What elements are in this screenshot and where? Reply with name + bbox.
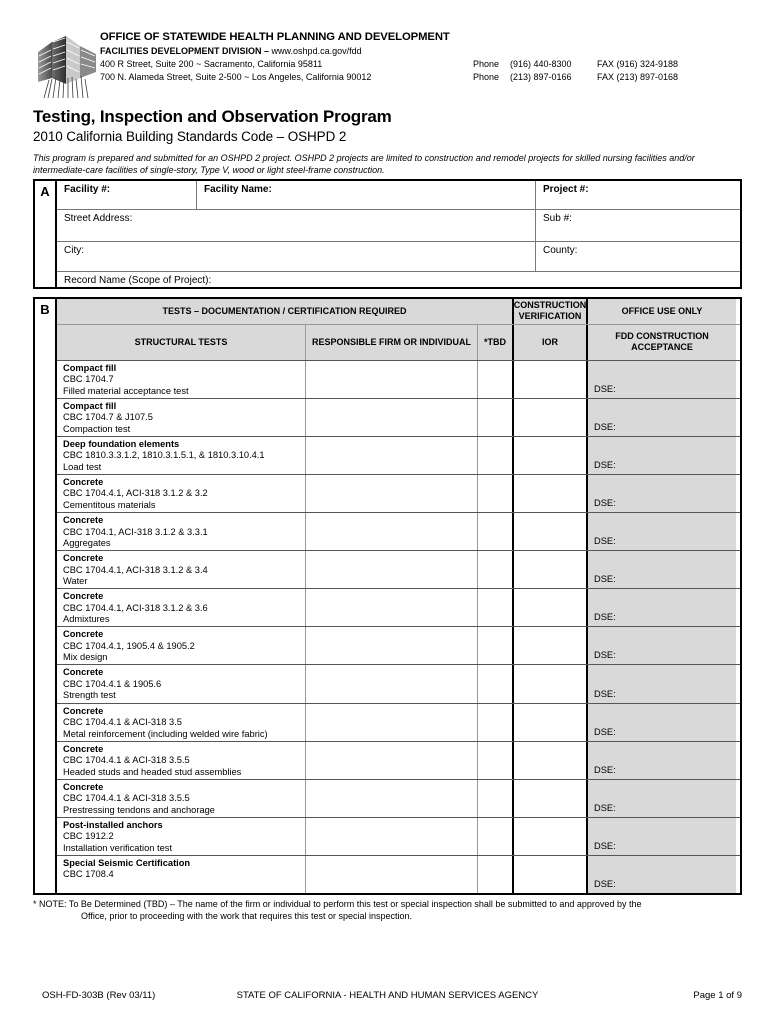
facility-name-field[interactable]: Facility Name: xyxy=(197,181,536,209)
test-description: Mix design xyxy=(63,652,108,663)
cell-responsible-firm-input[interactable] xyxy=(306,627,478,664)
test-name: Special Seismic Certification xyxy=(63,857,191,868)
address-sacramento: 400 R Street, Suite 200 ~ Sacramento, California 95811 xyxy=(100,59,323,69)
test-name: Concrete xyxy=(63,629,104,640)
cell-tbd-checkbox[interactable] xyxy=(478,475,514,512)
cell-responsible-firm-input[interactable] xyxy=(306,399,478,436)
phone-label-sacramento: Phone xyxy=(473,59,500,69)
cell-fdd-construction-acceptance[interactable] xyxy=(588,742,736,779)
section-a-letter: A xyxy=(35,181,57,287)
cell-structural-test xyxy=(57,437,306,474)
cell-ior-input[interactable] xyxy=(514,551,588,588)
cell-fdd-construction-acceptance[interactable] xyxy=(588,437,736,474)
dse-label: DSE: xyxy=(594,650,616,661)
cell-ior-input[interactable] xyxy=(514,856,588,893)
group-header-office-use-only: OFFICE USE ONLY xyxy=(588,299,736,324)
test-code: CBC 1704.4.1 & ACI-318 3.5.5 xyxy=(63,793,190,804)
test-description: Filled material acceptance test xyxy=(63,385,189,396)
cell-responsible-firm-input[interactable] xyxy=(306,665,478,702)
city-field[interactable]: City: xyxy=(57,242,536,271)
table-row xyxy=(57,588,740,626)
cell-ior-input[interactable] xyxy=(514,513,588,550)
table-group-header-row xyxy=(57,299,740,324)
cell-tbd-checkbox[interactable] xyxy=(478,437,514,474)
page-number: Page 1 of 9 xyxy=(693,990,742,1001)
cell-tbd-checkbox[interactable] xyxy=(478,399,514,436)
facility-number-field[interactable]: Facility #: xyxy=(57,181,197,209)
footnote-line-1: * NOTE: To Be Determined (TBD) – The name of the firm or individual to perform this test or special inspection shall be submitted to and approved by the xyxy=(33,899,642,909)
cell-tbd-checkbox[interactable] xyxy=(478,551,514,588)
test-description: Admixtures xyxy=(63,614,110,625)
test-name: Concrete xyxy=(63,553,104,564)
project-number-field[interactable]: Project #: xyxy=(543,184,589,195)
table-row xyxy=(57,703,740,741)
page-subtitle: 2010 California Building Standards Code – OSHPD 2 xyxy=(33,129,347,144)
cell-structural-test xyxy=(57,818,306,855)
dse-label: DSE: xyxy=(594,612,616,623)
cell-tbd-checkbox[interactable] xyxy=(478,742,514,779)
agency-name: STATE OF CALIFORNIA - HEALTH AND HUMAN SERVICES AGENCY xyxy=(236,990,539,1001)
address-losangeles: 700 N. Alameda Street, Suite 2-500 ~ Los Angeles, California 90012 xyxy=(100,72,372,82)
table-row xyxy=(57,550,740,588)
dse-label: DSE: xyxy=(594,688,616,699)
address-row-losangeles xyxy=(100,71,742,84)
section-a xyxy=(33,179,742,289)
test-name: Concrete xyxy=(63,667,104,678)
cell-responsible-firm-input[interactable] xyxy=(306,513,478,550)
table-row xyxy=(57,855,740,893)
cell-fdd-construction-acceptance[interactable] xyxy=(588,551,736,588)
dse-label: DSE: xyxy=(594,764,616,775)
cell-fdd-construction-acceptance[interactable] xyxy=(588,361,736,398)
intro-paragraph: This program is prepared and submitted for an OSHPD 2 project. OSHPD 2 projects are limited to construction and remodel projects for skilled nursing facilities and/or intermediate-care facilities of single-story, Type V, wood or light steel-frame construction. xyxy=(33,153,695,175)
table-row xyxy=(57,817,740,855)
test-name: Deep foundation elements xyxy=(63,438,180,449)
cell-responsible-firm-input[interactable] xyxy=(306,551,478,588)
cell-tbd-checkbox[interactable] xyxy=(478,856,514,893)
dse-label: DSE: xyxy=(594,726,616,737)
cell-fdd-construction-acceptance[interactable] xyxy=(588,704,736,741)
org-division-line xyxy=(100,45,742,58)
fax-losangeles: FAX (213) 897-0168 xyxy=(597,72,679,82)
page-title: Testing, Inspection and Observation Program xyxy=(33,107,392,126)
tests-table xyxy=(57,299,740,893)
dse-label: DSE: xyxy=(594,459,616,470)
dse-label: DSE: xyxy=(594,574,616,585)
cell-ior-input[interactable] xyxy=(514,589,588,626)
table-row xyxy=(57,360,740,398)
test-code: CBC 1704.7 & J107.5 xyxy=(63,412,153,423)
cell-tbd-checkbox[interactable] xyxy=(478,361,514,398)
test-code: CBC 1704.7 xyxy=(63,374,114,385)
cell-fdd-construction-acceptance[interactable] xyxy=(588,665,736,702)
test-name: Concrete xyxy=(63,591,104,602)
cell-structural-test xyxy=(57,665,306,702)
test-code: CBC 1704.4.1, ACI-318 3.1.2 & 3.6 xyxy=(63,602,208,613)
cell-ior-input[interactable] xyxy=(514,475,588,512)
cell-structural-test xyxy=(57,361,306,398)
table-row xyxy=(57,398,740,436)
test-code: CBC 1704.4.1, 1905.4 & 1905.2 xyxy=(63,640,195,651)
test-code: CBC 1708.4 xyxy=(63,869,114,880)
cell-structural-test xyxy=(57,589,306,626)
cell-responsible-firm-input[interactable] xyxy=(306,856,478,893)
column-header-structural-tests: STRUCTURAL TESTS xyxy=(57,325,306,360)
section-b-letter: B xyxy=(35,299,57,893)
test-code: CBC 1704.1, ACI-318 3.1.2 & 3.3.1 xyxy=(63,526,208,537)
cell-responsible-firm-input[interactable] xyxy=(306,742,478,779)
column-header-ior: IOR xyxy=(514,325,588,360)
column-header-responsible-firm: RESPONSIBLE FIRM OR INDIVIDUAL xyxy=(306,325,478,360)
cell-ior-input[interactable] xyxy=(514,627,588,664)
cell-ior-input[interactable] xyxy=(514,399,588,436)
table-row xyxy=(57,779,740,817)
cell-ior-input[interactable] xyxy=(514,437,588,474)
cell-ior-input[interactable] xyxy=(514,780,588,817)
section-a-row-city xyxy=(57,242,740,272)
section-b xyxy=(33,297,742,895)
cell-fdd-construction-acceptance[interactable] xyxy=(588,818,736,855)
cell-structural-test xyxy=(57,856,306,893)
county-field[interactable]: County: xyxy=(543,245,578,256)
dse-label: DSE: xyxy=(594,421,616,432)
sub-number-field[interactable]: Sub #: xyxy=(543,213,572,224)
org-url[interactable]: www.oshpd.ca.gov/fdd xyxy=(271,46,362,56)
test-name: Compact fill xyxy=(63,362,117,373)
test-code: CBC 1704.4.1 & 1905.6 xyxy=(63,678,162,689)
test-description: Strength test xyxy=(63,690,116,701)
cell-structural-test xyxy=(57,551,306,588)
test-name: Concrete xyxy=(63,743,104,754)
test-name: Concrete xyxy=(63,515,104,526)
table-column-header-row xyxy=(57,324,740,360)
record-name-field[interactable]: Record Name (Scope of Project): xyxy=(64,275,212,286)
dse-label: DSE: xyxy=(594,840,616,851)
test-code: CBC 1912.2 xyxy=(63,831,114,842)
table-row xyxy=(57,474,740,512)
cell-fdd-construction-acceptance[interactable] xyxy=(588,780,736,817)
street-address-field[interactable]: Street Address: xyxy=(57,210,536,241)
test-description: Metal reinforcement (including welded wire fabric) xyxy=(63,728,268,739)
org-title: OFFICE OF STATEWIDE HEALTH PLANNING AND DEVELOPMENT xyxy=(100,31,450,43)
cell-structural-test xyxy=(57,399,306,436)
division-separator: – xyxy=(261,46,272,56)
dse-label: DSE: xyxy=(594,536,616,547)
form-id: OSH-FD-303B (Rev 03/11) xyxy=(42,990,156,1001)
dse-label: DSE: xyxy=(594,879,616,889)
test-code: CBC 1704.4.1, ACI-318 3.1.2 & 3.4 xyxy=(63,564,208,575)
section-a-row-identity xyxy=(57,181,740,210)
test-code: CBC 1704.4.1 & ACI-318 3.5 xyxy=(63,717,182,728)
page-footer xyxy=(33,990,742,1004)
test-description: Aggregates xyxy=(63,538,111,549)
cell-fdd-construction-acceptance[interactable] xyxy=(588,399,736,436)
cell-tbd-checkbox[interactable] xyxy=(478,627,514,664)
fax-sacramento: FAX (916) 324-9188 xyxy=(597,59,679,69)
cell-ior-input[interactable] xyxy=(514,665,588,702)
dse-label: DSE: xyxy=(594,383,616,394)
cell-responsible-firm-input[interactable] xyxy=(306,437,478,474)
section-a-row-address xyxy=(57,210,740,242)
test-description: Compaction test xyxy=(63,423,131,434)
table-row xyxy=(57,436,740,474)
dse-label: DSE: xyxy=(594,498,616,509)
test-description: Headed studs and headed stud assemblies xyxy=(63,766,242,777)
cell-ior-input[interactable] xyxy=(514,704,588,741)
test-description: Cementitous materials xyxy=(63,499,156,510)
cell-responsible-firm-input[interactable] xyxy=(306,704,478,741)
test-code: CBC 1810.3.3.1.2, 1810.3.1.5.1, & 1810.3.10.4.1 xyxy=(63,450,265,461)
cell-fdd-construction-acceptance[interactable] xyxy=(588,475,736,512)
cell-structural-test xyxy=(57,704,306,741)
cell-tbd-checkbox[interactable] xyxy=(478,704,514,741)
footnote-line-2: Office, prior to proceeding with the work that requires this test or special inspection. xyxy=(81,911,412,921)
document-header xyxy=(36,30,742,102)
group-header-construction-verification: CONSTRUCTION VERIFICATION xyxy=(514,299,588,324)
cell-ior-input[interactable] xyxy=(514,742,588,779)
cell-fdd-construction-acceptance[interactable] xyxy=(588,513,736,550)
test-description: Installation verification test xyxy=(63,842,173,853)
cell-structural-test xyxy=(57,513,306,550)
dse-label: DSE: xyxy=(594,802,616,813)
cell-responsible-firm-input[interactable] xyxy=(306,780,478,817)
cell-fdd-construction-acceptance[interactable] xyxy=(588,589,736,626)
phone-sacramento: (916) 440-8300 xyxy=(510,59,572,69)
cell-tbd-checkbox[interactable] xyxy=(478,665,514,702)
cell-fdd-construction-acceptance[interactable] xyxy=(588,627,736,664)
column-header-fdd-construction-acceptance: FDD CONSTRUCTION ACCEPTANCE xyxy=(588,325,736,360)
cell-structural-test xyxy=(57,780,306,817)
cell-responsible-firm-input[interactable] xyxy=(306,361,478,398)
cell-structural-test xyxy=(57,627,306,664)
phone-label-losangeles: Phone xyxy=(473,72,500,82)
cell-tbd-checkbox[interactable] xyxy=(478,780,514,817)
test-code: CBC 1704.4.1 & ACI-318 3.5.5 xyxy=(63,755,190,766)
test-name: Concrete xyxy=(63,705,104,716)
organization-info xyxy=(100,30,742,84)
cell-ior-input[interactable] xyxy=(514,818,588,855)
cell-tbd-checkbox[interactable] xyxy=(478,589,514,626)
cell-responsible-firm-input[interactable] xyxy=(306,818,478,855)
cell-structural-test xyxy=(57,475,306,512)
test-name: Concrete xyxy=(63,781,104,792)
table-row xyxy=(57,741,740,779)
test-description: Load test xyxy=(63,461,102,472)
cell-structural-test xyxy=(57,742,306,779)
cell-fdd-construction-acceptance[interactable] xyxy=(588,856,736,893)
test-name: Post-installed anchors xyxy=(63,819,163,830)
test-code: CBC 1704.4.1, ACI-318 3.1.2 & 3.2 xyxy=(63,488,208,499)
oshpd-building-skyline-logo-icon xyxy=(36,32,98,98)
column-header-tbd: *TBD xyxy=(478,325,514,360)
address-row-sacramento xyxy=(100,58,742,71)
section-a-row-record xyxy=(57,272,740,287)
table-row xyxy=(57,664,740,702)
table-body xyxy=(57,360,740,893)
cell-responsible-firm-input[interactable] xyxy=(306,475,478,512)
group-header-documentation: TESTS – DOCUMENTATION / CERTIFICATION REQUIRED xyxy=(57,299,514,324)
cell-responsible-firm-input[interactable] xyxy=(306,589,478,626)
table-row xyxy=(57,512,740,550)
test-description: Prestressing tendons and anchorage xyxy=(63,804,215,815)
org-division: FACILITIES DEVELOPMENT DIVISION xyxy=(100,46,262,56)
test-name: Concrete xyxy=(63,476,104,487)
test-description: Water xyxy=(63,576,88,587)
cell-ior-input[interactable] xyxy=(514,361,588,398)
footnote xyxy=(33,898,739,922)
phone-losangeles: (213) 897-0166 xyxy=(510,72,572,82)
cell-tbd-checkbox[interactable] xyxy=(478,513,514,550)
cell-tbd-checkbox[interactable] xyxy=(478,818,514,855)
test-name: Compact fill xyxy=(63,400,117,411)
table-row xyxy=(57,626,740,664)
